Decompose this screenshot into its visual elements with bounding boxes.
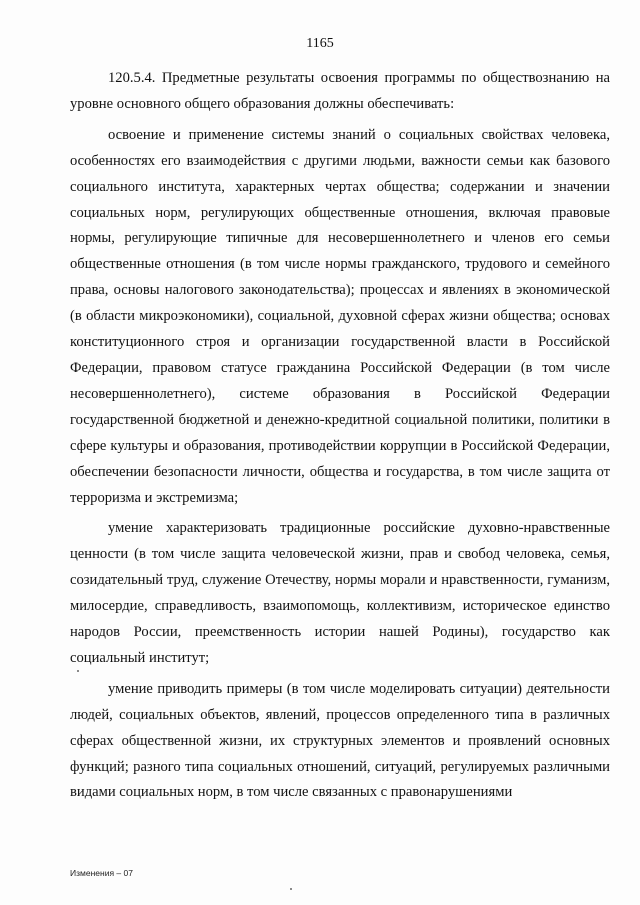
paragraph-heading: 120.5.4. Предметные результаты освоения программы по обществознанию на уровне основного общего образования должны обеспечивать:	[70, 70, 610, 112]
scan-speck	[290, 888, 292, 890]
footer-note: Изменения – 07	[70, 868, 133, 878]
paragraph-values: умение характеризовать традиционные российские духовно-нравственные ценности (в том числе защита человеческой жизни, прав и свобод человека, семья, созидательный труд, служение Отечеству, нормы морали и нравственности, гуманизм, милосердие, справедливость, взаимопомощь, коллективизм, историческое единство народов России, преемственность истории нашей Родины), государство как социальный институт;	[70, 520, 610, 666]
paragraph-knowledge: освоение и применение системы знаний о социальных свойствах человека, особенностях его взаимодействия с другими людьми, важности семьи как базового социального института, характерных чертах общества; содержании и значении социальных норм, регулирующих общественные отношения, включая правовые нормы, регулирующие типичные для несовершеннолетнего и членов его семьи общественные отношения (в том числе нормы гражданского, трудового и семейного права, основы налогового законодательства); процессах и явлениях в экономической (в области микроэкономики), социальной, духовной сферах жизни общества; основах конституционного строя и организации государственной власти в Российской Федерации, правовом статусе гражданина Российской Федерации (в том числе несовершеннолетнего), системе образования в Российской Федерации государственной бюджетной и денежно-кредитной социальной политики, политики в сфере культуры и образования, противодействии коррупции в Российской Федерации, обеспечении безопасности личности, общества и государства, в том числе защита от терроризма и экстремизма;	[70, 126, 610, 506]
body-text	[70, 66, 610, 806]
page-number: 1165	[306, 36, 334, 51]
scan-speck	[77, 670, 79, 672]
paragraph-examples: умение приводить примеры (в том числе моделировать ситуации) деятельности людей, социальных объектов, явлений, процессов определенного типа в различных сферах общественной жизни, их структурных элементов и проявлений основных функций; разного типа социальных отношений, ситуаций, регулируемых различными видами социальных норм, в том числе связанных с правонарушениями	[70, 680, 610, 801]
